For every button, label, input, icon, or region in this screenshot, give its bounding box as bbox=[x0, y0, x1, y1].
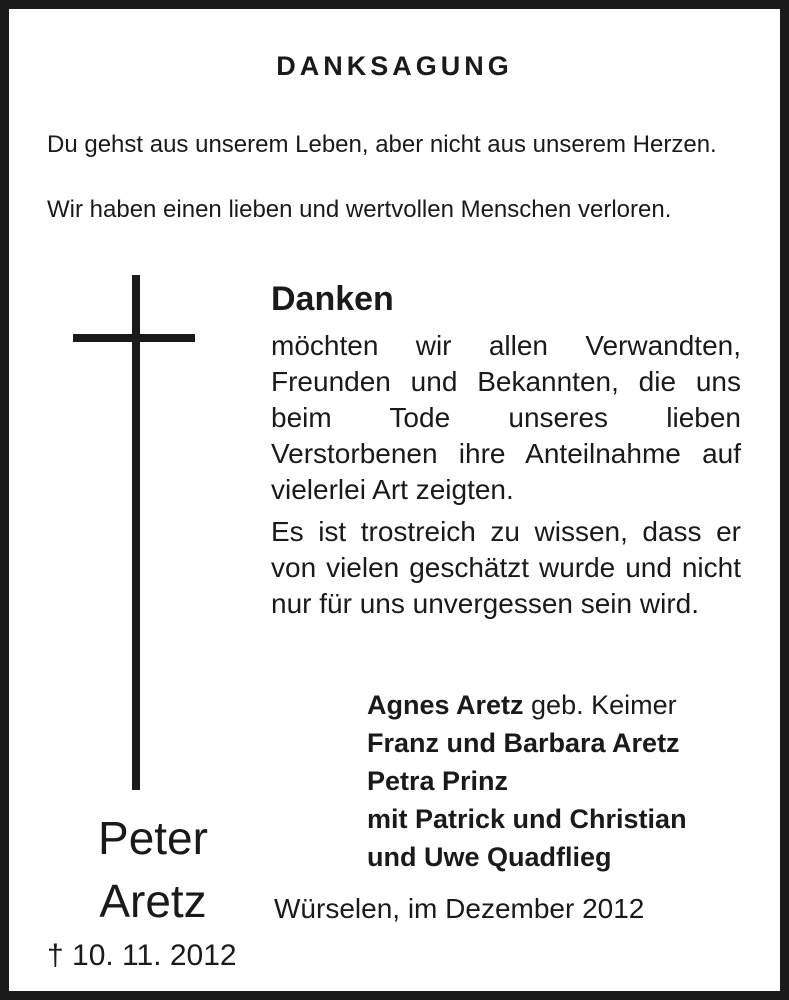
deceased-first-name: Peter bbox=[98, 812, 208, 864]
deceased-last-name: Aretz bbox=[99, 875, 207, 927]
thanks-paragraph-2: Es ist trostreich zu wissen, dass er von vielen geschätzt wurde und nicht nur für uns unvergessen sein wird. bbox=[271, 516, 741, 619]
signer-1 bbox=[367, 686, 687, 724]
thanks-heading: Danken bbox=[271, 280, 394, 318]
signer-3: Petra Prinz bbox=[367, 766, 509, 796]
page-title: DANKSAGUNG bbox=[276, 51, 513, 81]
signer-4: mit Patrick und Christian bbox=[367, 804, 687, 834]
cross-horizontal-bar bbox=[73, 334, 195, 342]
signer-2: Franz und Barbara Aretz bbox=[367, 728, 680, 758]
cross-vertical-bar bbox=[132, 275, 140, 790]
signer-1-maiden-name: geb. Keimer bbox=[523, 690, 677, 720]
death-date: † 10. 11. 2012 bbox=[47, 939, 237, 972]
intro-line-1: Du gehst aus unserem Leben, aber nicht aus unserem Herzen. bbox=[47, 131, 717, 158]
signer-5: und Uwe Quadflieg bbox=[367, 842, 612, 872]
signer-1-name: Agnes Aretz bbox=[367, 690, 524, 720]
place-date: Würselen, im Dezember 2012 bbox=[274, 893, 645, 924]
thanks-paragraph-1: möchten wir allen Verwandten, Freunden und Bekannten, die uns beim Tode unseres lieben Verstorbenen ihre Anteilnahme auf vielerlei Art zeigten. bbox=[271, 330, 741, 505]
intro-line-2: Wir haben einen lieben und wertvollen Menschen verloren. bbox=[47, 196, 672, 223]
signers-block bbox=[367, 686, 687, 876]
